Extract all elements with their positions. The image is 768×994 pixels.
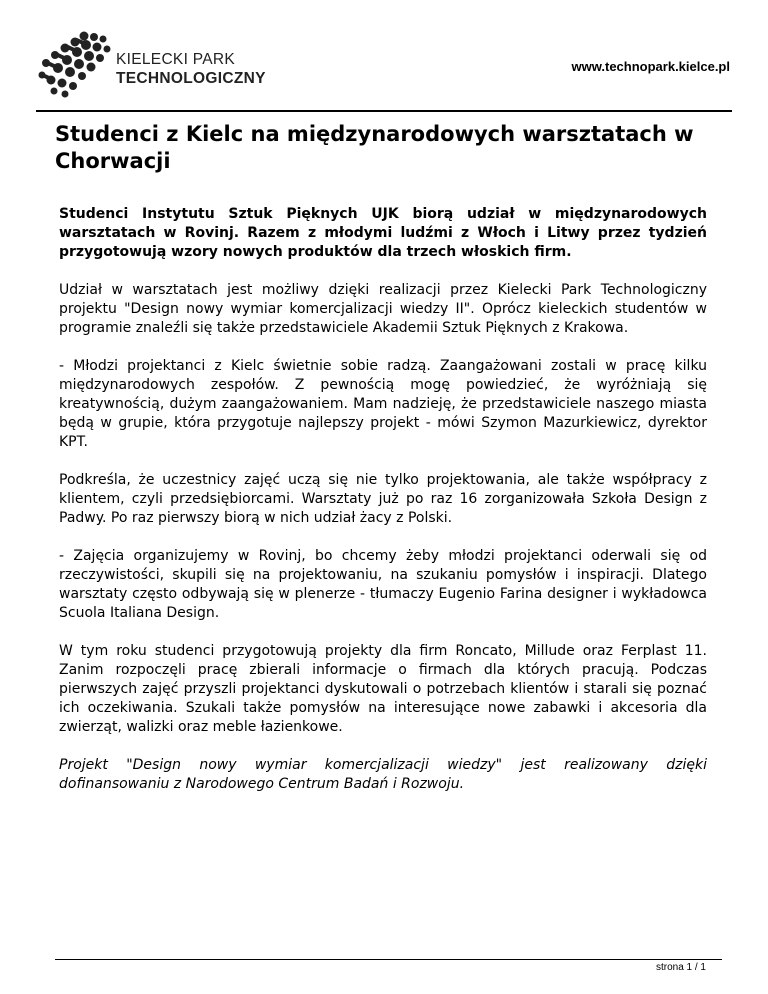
article-paragraph: - Młodzi projektanci z Kielc świetnie sobie radzą. Zaangażowani zostali w pracę kilku międzynarodowych zespołów. Z pewnością mogę powiedzieć, że wyróżniają się kreatywnością, dużym zaangażowaniem. Mam nadzieję, że przedstawiciele naszego miasta będą w grupie, która przygotuje najlepszy projekt - mówi Szymon Mazurkiewicz, dyrektor KPT. <box>59 358 707 450</box>
article-body <box>59 205 707 813</box>
funding-note: Projekt "Design nowy wymiar komercjalizacji wiedzy" jest realizowany dzięki dofinansowaniu z Narodowego Centrum Badań i Rozwoju. <box>59 757 707 792</box>
kpt-logo <box>36 30 266 100</box>
footer-divider <box>55 959 722 960</box>
article-paragraph: - Zajęcia organizujemy w Rovinj, bo chcemy żeby młodzi projektanci oderwali się od rzeczywistości, skupili się na projektowaniu, na szukaniu pomysłów i inspiracji. Dlatego warsztaty często odbywają się w plenerze - tłumaczy Eugenio Farina designer i wykładowca Scuola Italiana Design. <box>59 548 707 621</box>
header-divider <box>36 110 732 112</box>
article-paragraph: Podkreśla, że uczestnicy zajęć uczą się nie tylko projektowania, ale także współpracy z klientem, czyli przedsiębiorcami. Warsztaty już po raz 16 zorganizowała Szkoła Design z Padwy. Po raz pierwszy biorą w nich udział żacy z Polski. <box>59 472 707 526</box>
page-number: strona 1 / 1 <box>655 962 706 973</box>
article-lead: Studenci Instytutu Sztuk Pięknych UJK biorą udział w międzynarodowych warsztatach w Rovinj. Razem z młodymi ludźmi z Włoch i Litwy przez tydzień przygotowują wzory nowych produktów dla trzech włoskich firm. <box>59 206 707 260</box>
logo-line-2: TECHNOLOGICZNY <box>116 70 266 87</box>
article-paragraph: W tym roku studenci przygotowują projekty dla firm Roncato, Millude oraz Ferplast 11. Zanim rozpoczęli pracę zbierali informacje o firmach dla których pracują. Podczas pierwszych zajęć przyszli projektanci dyskutowali o potrzebach klientów i starali się poznać ich oczekiwania. Szukali także pomysłów na interesujące nowe zabawki i akcesoria dla zwierząt, walizki oraz meble łazienkowe. <box>59 643 707 735</box>
kpt-logo-icon <box>36 30 114 100</box>
article-paragraph: Udział w warsztatach jest możliwy dzięki realizacji przez Kielecki Park Technologiczny projektu "Design nowy wymiar komercjalizacji wiedzy II". Oprócz kieleckich studentów w programie znaleźli się także przedstawiciele Akademii Sztuk Pięknych z Krakowa. <box>59 282 707 336</box>
site-url[interactable]: www.technopark.kielce.pl <box>571 59 730 74</box>
logo-text <box>116 50 266 88</box>
article-title: Studenci z Kielc na międzynarodowych warsztatach w Chorwacji <box>55 122 694 173</box>
logo-line-1: KIELECKI PARK <box>116 51 236 68</box>
